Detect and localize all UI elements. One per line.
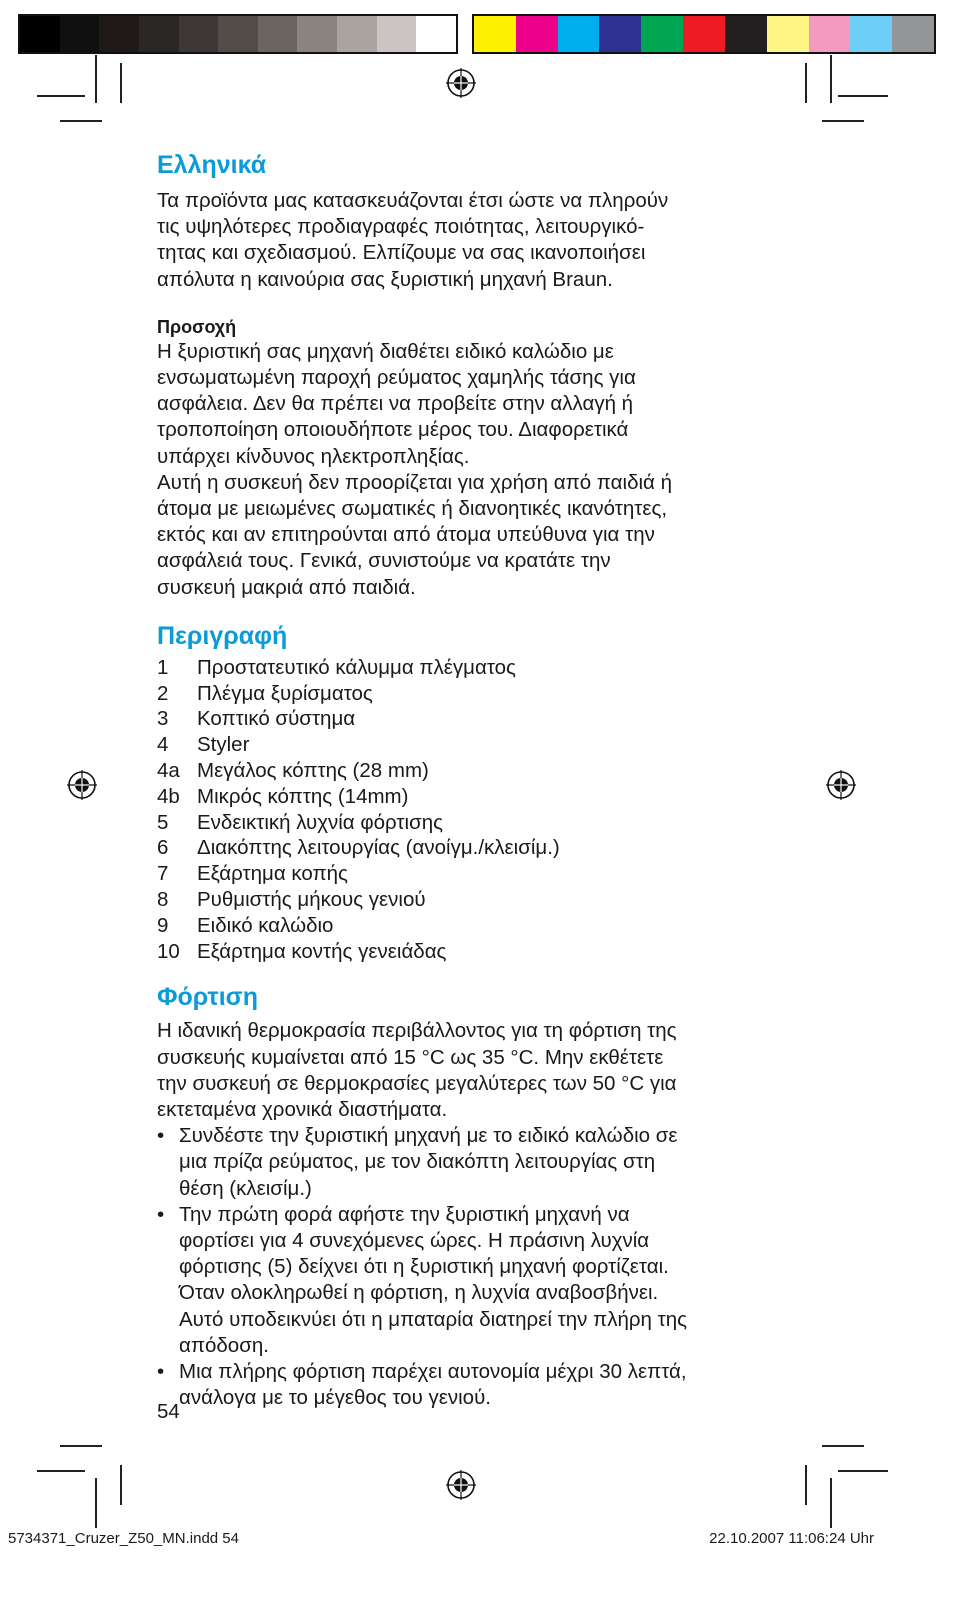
color-calibration-bar [472, 14, 936, 54]
registration-mark-icon [67, 770, 97, 800]
crop-mark [805, 1465, 807, 1505]
crop-mark [60, 1445, 102, 1447]
footer-timestamp: 22.10.2007 11:06:24 Uhr [709, 1530, 874, 1547]
bullet-icon: • [157, 1202, 165, 1226]
text-line: υπάρχει κίνδυνος ηλεκτροπληξίας. [157, 444, 470, 468]
text-line: Συνδέστε την ξυριστική μηχανή με το ειδικό καλώδιο σε [179, 1124, 678, 1148]
text-line: την συσκευή σε θερμοκρασίες μεγαλύτερες των 50 °C για [157, 1071, 677, 1095]
crop-mark [805, 63, 807, 103]
registration-mark-icon [826, 770, 856, 800]
item-number: 8 [157, 888, 169, 912]
crop-mark [822, 1445, 864, 1447]
item-number: 1 [157, 655, 169, 679]
text-line: Μια πλήρης φόρτιση παρέχει αυτονομία μέχρι 30 λεπτά, [179, 1360, 687, 1384]
color-swatch [416, 16, 456, 52]
list-item [157, 706, 777, 732]
item-text: Πλέγμα ξυρίσματος [197, 681, 373, 705]
item-number: 4b [157, 784, 180, 808]
item-text: Μεγάλος κόπτης (28 mm) [197, 759, 429, 783]
color-swatch [139, 16, 179, 52]
list-item [157, 732, 777, 758]
crop-mark [60, 120, 102, 122]
section-title-greek: Ελληνικά [157, 151, 267, 179]
color-swatch [683, 16, 725, 52]
text-line: Η ξυριστική σας μηχανή διαθέτει ειδικό καλώδιο με [157, 339, 614, 363]
color-swatch [179, 16, 219, 52]
text-line: Όταν ολοκληρωθεί η φόρτιση, η λυχνία αναβοσβήνει. [179, 1281, 659, 1305]
crop-mark [838, 1470, 888, 1472]
registration-mark-icon [446, 1470, 476, 1500]
item-number: 2 [157, 681, 169, 705]
registration-mark-icon [446, 68, 476, 98]
crop-mark [830, 55, 832, 103]
footer-filename: 5734371_Cruzer_Z50_MN.indd 54 [8, 1530, 239, 1547]
list-item [157, 913, 777, 939]
color-swatch [60, 16, 100, 52]
color-swatch [850, 16, 892, 52]
list-item [157, 887, 777, 913]
crop-mark [120, 1465, 122, 1505]
page-number: 54 [157, 1400, 180, 1423]
list-item [157, 758, 777, 784]
text-line: Αυτή η συσκευή δεν προορίζεται για χρήση από παιδιά ή [157, 470, 672, 494]
item-text: Μικρός κόπτης (14mm) [197, 784, 409, 808]
color-swatch [20, 16, 60, 52]
bullet-icon: • [157, 1124, 165, 1148]
charging-intro [157, 1018, 777, 1123]
color-swatch [377, 16, 417, 52]
crop-mark [830, 1478, 832, 1528]
item-text: Εξάρτημα κοντής γενειάδας [197, 939, 447, 963]
text-line: μια πρίζα ρεύματος, με τον διακόπτη λειτουργίας στη [179, 1150, 656, 1174]
crop-mark [120, 63, 122, 103]
crop-mark [838, 95, 888, 97]
color-swatch [767, 16, 809, 52]
text-line: εκτός και αν επιτηρούνται από άτομα υπεύθυνα για την [157, 523, 655, 547]
item-text: Ρυθμιστής μήκους γενιού [197, 888, 426, 912]
item-number: 3 [157, 707, 169, 731]
color-swatch [516, 16, 558, 52]
item-number: 6 [157, 836, 169, 860]
section-title-description: Περιγραφή [157, 621, 288, 650]
text-line: Η ιδανική θερμοκρασία περιβάλλοντος για τη φόρτιση της [157, 1019, 677, 1043]
item-text: Κοπτικό σύστημα [197, 707, 356, 731]
grayscale-calibration-bar [18, 14, 458, 54]
item-number: 9 [157, 913, 169, 937]
list-item [157, 810, 777, 836]
text-line: Τα προϊόντα μας κατασκευάζονται έτσι ώστε να πληρούν [157, 189, 669, 212]
item-number: 4 [157, 733, 169, 757]
color-swatch [599, 16, 641, 52]
color-swatch [337, 16, 377, 52]
text-line: συσκευή μακριά από παιδιά. [157, 575, 416, 599]
item-text: Προστατευτικό κάλυμμα πλέγματος [197, 655, 516, 679]
text-line: τις υψηλότερες προδιαγραφές ποιότητας, λειτουργικό- [157, 215, 645, 239]
text-line: άτομα με μειωμένες σωματικές ή διανοητικές ικανότητες, [157, 497, 668, 521]
text-line: ανάλογα με το μέγεθος του γενιού. [179, 1386, 491, 1410]
item-text: Styler [197, 733, 250, 757]
text-line: ενσωματωμένη παροχή ρεύματος χαμηλής τάσης για [157, 366, 636, 390]
crop-mark [95, 1478, 97, 1528]
text-line: Αυτό υποδεικνύει ότι η μπαταρία διατηρεί την πλήρη της [179, 1307, 687, 1331]
color-swatch [258, 16, 298, 52]
bullet-item [157, 1359, 777, 1411]
color-swatch [558, 16, 600, 52]
color-swatch [218, 16, 258, 52]
section-title-charging: Φόρτιση [157, 983, 259, 1012]
color-swatch [297, 16, 337, 52]
text-line: απόδοση. [179, 1333, 269, 1357]
text-line: τητας και σχεδιασμού. Ελπίζουμε να σας ικανοποιήσει [157, 241, 646, 265]
item-text: Ειδικό καλώδιο [197, 913, 334, 937]
color-swatch [641, 16, 683, 52]
item-number: 10 [157, 939, 180, 963]
text-line: εκτεταμένα χρονικά διαστήματα. [157, 1098, 448, 1122]
text-line: απόλυτα η καινούρια σας ξυριστική μηχανή Braun. [157, 267, 613, 291]
item-text: Εξάρτημα κοπής [197, 862, 348, 886]
text-line: ασφάλεια. Δεν θα πρέπει να προβείτε στην αλλαγή ή [157, 392, 634, 416]
list-item [157, 939, 777, 965]
item-text: Ενδεικτική λυχνία φόρτισης [197, 810, 444, 834]
text-line: συσκευής κυμαίνεται από 15 °C ως 35 °C. Μην εκθέτετε [157, 1045, 664, 1069]
text-line: φόρτισης (5) δείχνει ότι η ξυριστική μηχανή φορτίζεται. [179, 1255, 669, 1279]
color-swatch [99, 16, 139, 52]
item-number: 5 [157, 810, 169, 834]
list-item [157, 681, 777, 707]
text-line: τροποποίηση οποιουδήποτε μέρος του. Διαφορετικά [157, 418, 629, 442]
text-line: Την πρώτη φορά αφήστε την ξυριστική μηχανή να [179, 1202, 630, 1226]
text-line: φορτίσει για 4 συνεχόμενες ώρες. Η πράσινη λυχνία [179, 1229, 650, 1253]
item-number: 4a [157, 759, 180, 783]
color-swatch [474, 16, 516, 52]
crop-mark [37, 1470, 85, 1472]
crop-mark [822, 120, 864, 122]
bullet-item [157, 1202, 777, 1359]
bullet-item [157, 1123, 777, 1202]
color-swatch [892, 16, 934, 52]
text-line: θέση (κλεισίμ.) [179, 1176, 312, 1200]
item-text: Διακόπτης λειτουργίας (ανοίγμ./κλεισίμ.) [197, 836, 560, 860]
color-swatch [725, 16, 767, 52]
parts-list [157, 655, 777, 965]
crop-mark [95, 55, 97, 103]
list-item [157, 861, 777, 887]
bullet-icon: • [157, 1360, 165, 1384]
caution-paragraph [157, 339, 777, 601]
caution-title: Προσοχή [157, 316, 237, 337]
item-number: 7 [157, 862, 169, 886]
crop-mark [37, 95, 85, 97]
list-item [157, 784, 777, 810]
list-item [157, 835, 777, 861]
list-item [157, 655, 777, 681]
text-line: ασφάλειά τους. Γενικά, συνιστούμε να κρατάτε την [157, 549, 611, 573]
intro-paragraph [157, 188, 777, 293]
manual-content [157, 150, 777, 1411]
charging-steps [157, 1123, 777, 1411]
color-swatch [809, 16, 851, 52]
